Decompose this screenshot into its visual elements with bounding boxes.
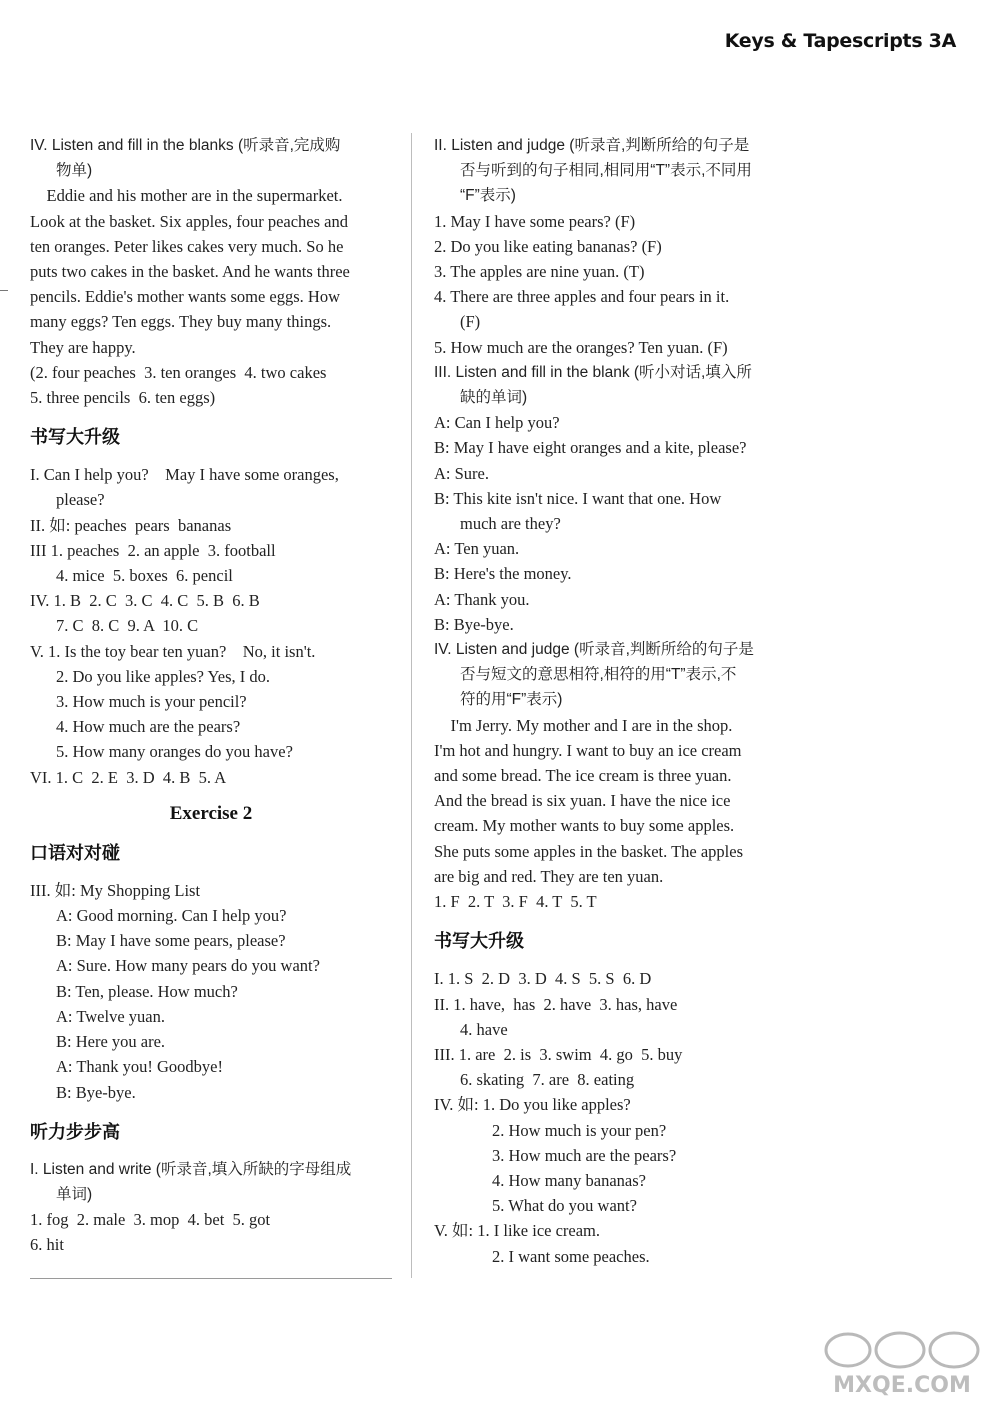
- text-line: B: Here's the money.: [434, 564, 572, 584]
- text-line: I. Can I help you? May I have some oranges,: [30, 465, 339, 485]
- text-line: IV. Listen and fill in the blanks (听录音,完成购: [30, 137, 341, 154]
- text-line: 3. The apples are nine yuan. (T): [434, 262, 645, 282]
- text-line: 2. How much is your pen?: [492, 1120, 667, 1140]
- text-line: They are happy.: [30, 337, 136, 357]
- left-column: [30, 133, 392, 1258]
- text-line: 缺的单词): [460, 389, 528, 407]
- text-line: much are they?: [460, 514, 561, 534]
- text-line: I'm Jerry. My mother and I are in the shop.: [434, 715, 733, 735]
- text-line: B: May I have some pears, please?: [56, 931, 286, 951]
- text-line: I. Listen and write (听录音,填入所缺的字母组成: [30, 1160, 352, 1178]
- text-line: II. 1. have, has 2. have 3. has, have: [434, 994, 678, 1014]
- text-line: 4. There are three apples and four pears in it.: [434, 287, 730, 307]
- text-line: B: Here you are.: [56, 1032, 166, 1052]
- text-line: Look at the basket. Six apples, four peaches and: [30, 211, 348, 231]
- right-column: [434, 133, 796, 1269]
- text-line: cream. My mother wants to buy some apples.: [434, 816, 735, 836]
- text-line: A: Thank you! Goodbye!: [56, 1057, 223, 1077]
- text-line: A: Can I help you?: [434, 413, 560, 433]
- text-line: 5. three pencils 6. ten eggs): [30, 388, 216, 408]
- section-heading: 书写大升级: [434, 931, 524, 953]
- text-line: 4. mice 5. boxes 6. pencil: [56, 566, 233, 586]
- text-line: 6. skating 7. are 8. eating: [460, 1070, 635, 1090]
- text-line: 单词): [56, 1185, 93, 1203]
- text-line: III. Listen and fill in the blank (听小对话,填入所: [434, 363, 752, 381]
- text-line: puts two cakes in the basket. And he wants three: [30, 262, 350, 282]
- text-line: 2. Do you like eating bananas? (F): [434, 236, 662, 256]
- text-line: 1. F 2. T 3. F 4. T 5. T: [434, 892, 597, 912]
- text-line: 2. Do you like apples? Yes, I do.: [56, 666, 271, 686]
- text-line: V. 如: 1. I like ice cream.: [434, 1221, 601, 1241]
- text-line: I'm hot and hungry. I want to buy an ice cream: [434, 740, 742, 760]
- text-line: IV. Listen and judge (听录音,判断所给的句子是: [434, 641, 754, 659]
- text-line: 2. I want some peaches.: [492, 1246, 650, 1266]
- text-line: pencils. Eddie's mother wants some eggs. How: [30, 287, 341, 307]
- text-line: 物单): [56, 162, 93, 180]
- exercise-title: Exercise 2: [169, 802, 253, 824]
- watermark-text: MXQE.COM: [833, 1373, 971, 1398]
- text-line: B: Bye-bye.: [434, 614, 514, 634]
- text-line: 4. have: [460, 1019, 508, 1039]
- text-line: 5. What do you want?: [492, 1196, 637, 1216]
- text-line: A: Ten yuan.: [434, 539, 520, 559]
- text-line: are big and red. They are ten yuan.: [434, 866, 664, 886]
- text-line: 否与短文的意思相符,相符的用“T”表示,不: [460, 666, 737, 684]
- text-line: 5. How much are the oranges? Ten yuan. (F): [434, 337, 728, 357]
- text-line: II. 如: peaches pears bananas: [30, 515, 232, 535]
- text-line: “F”表示): [460, 187, 516, 205]
- text-line: Eddie and his mother are in the supermarket.: [30, 186, 343, 206]
- text-line: V. 1. Is the toy bear ten yuan? No, it isn't.: [30, 641, 316, 661]
- text-line: (F): [460, 312, 481, 332]
- text-line: please?: [56, 490, 105, 510]
- text-line: 否与听到的句子相同,相同用“T”表示,不同用: [460, 162, 752, 180]
- text-line: 3. How much is your pencil?: [56, 692, 247, 712]
- section-heading: 口语对对碰: [30, 842, 120, 864]
- text-line: many eggs? Ten eggs. They buy many things.: [30, 312, 332, 332]
- text-line: 4. How many bananas?: [492, 1170, 646, 1190]
- text-line: She puts some apples in the basket. The apples: [434, 841, 744, 861]
- section-heading: 书写大升级: [30, 427, 120, 449]
- text-line: B: Bye-bye.: [56, 1082, 136, 1102]
- text-line: 1. fog 2. male 3. mop 4. bet 5. got: [30, 1210, 271, 1230]
- column-divider: [411, 133, 412, 1278]
- text-line: II. Listen and judge (听录音,判断所给的句子是: [434, 137, 750, 154]
- text-line: and some bread. The ice cream is three yuan.: [434, 766, 732, 786]
- text-line: A: Sure. How many pears do you want?: [56, 956, 320, 976]
- text-line: (2. four peaches 3. ten oranges 4. two cakes: [30, 362, 327, 382]
- text-line: 6. hit: [30, 1235, 64, 1255]
- text-line: A: Good morning. Can I help you?: [56, 906, 287, 926]
- text-line: A: Twelve yuan.: [56, 1006, 165, 1026]
- text-line: B: Ten, please. How much?: [56, 981, 238, 1001]
- section-heading: 听力步步高: [30, 1121, 120, 1143]
- text-line: IV. 如: 1. Do you like apples?: [434, 1095, 631, 1115]
- text-line: 3. How much are the pears?: [492, 1145, 677, 1165]
- text-line: VI. 1. C 2. E 3. D 4. B 5. A: [30, 767, 227, 787]
- text-line: ten oranges. Peter likes cakes very much. So he: [30, 236, 344, 256]
- text-line: 7. C 8. C 9. A 10. C: [56, 616, 199, 636]
- text-line: B: This kite isn't nice. I want that one. How: [434, 488, 722, 508]
- text-line: And the bread is six yuan. I have the nice ice: [434, 791, 731, 811]
- text-line: 1. May I have some pears? (F): [434, 211, 636, 231]
- text-line: 4. How much are the pears?: [56, 717, 241, 737]
- text-line: III. 如: My Shopping List: [30, 880, 201, 900]
- text-line: 5. How many oranges do you have?: [56, 742, 293, 762]
- text-line: A: Sure.: [434, 463, 489, 483]
- text-line: B: May I have eight oranges and a kite, please?: [434, 438, 747, 458]
- bottom-rule: [30, 1278, 392, 1279]
- text-line: 符的用“F”表示): [460, 691, 563, 709]
- edge-mark: [0, 290, 8, 291]
- watermark-logo: [818, 1318, 986, 1398]
- text-line: III 1. peaches 2. an apple 3. football: [30, 540, 276, 560]
- text-line: IV. 1. B 2. C 3. C 4. C 5. B 6. B: [30, 591, 260, 611]
- text-line: A: Thank you.: [434, 589, 530, 609]
- text-line: III. 1. are 2. is 3. swim 4. go 5. buy: [434, 1044, 683, 1064]
- running-header: Keys & Tapescripts 3A: [724, 30, 956, 52]
- text-line: I. 1. S 2. D 3. D 4. S 5. S 6. D: [434, 969, 652, 989]
